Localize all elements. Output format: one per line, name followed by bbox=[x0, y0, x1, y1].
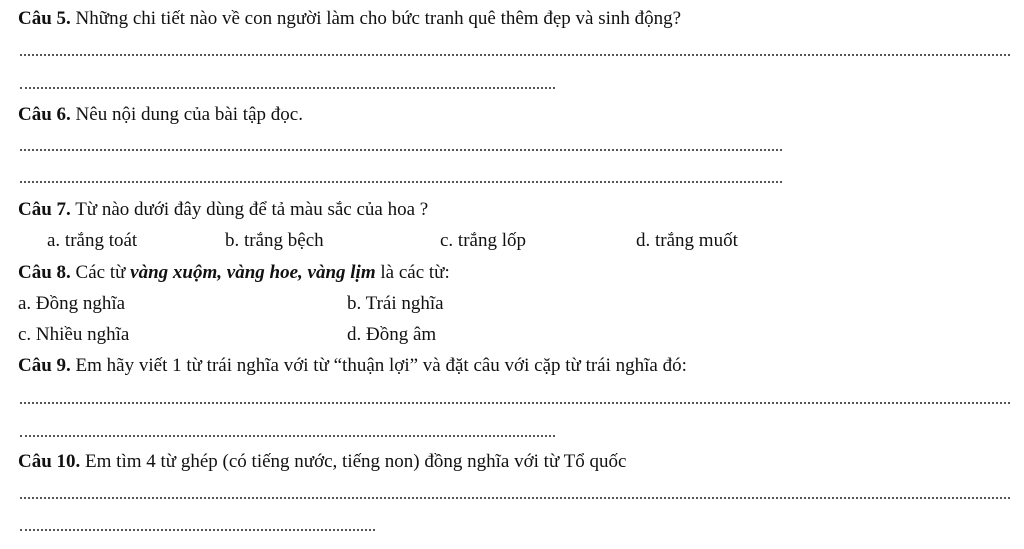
question-7-option-b: b. trắng bệch bbox=[225, 230, 324, 251]
question-7-number: Câu 7. bbox=[18, 199, 71, 220]
question-8-option-d: d. Đồng âm bbox=[347, 324, 437, 345]
answer-line bbox=[20, 529, 375, 531]
answer-line bbox=[20, 435, 555, 437]
question-10-number: Câu 10. bbox=[18, 451, 81, 472]
question-7 bbox=[18, 199, 428, 221]
answer-line bbox=[20, 54, 1010, 56]
question-9-text: Em hãy viết 1 từ trái nghĩa với từ “thuận lợi” và đặt câu với cặp từ trái nghĩa đó: bbox=[70, 355, 687, 376]
answer-line bbox=[20, 149, 782, 151]
question-6 bbox=[18, 104, 303, 126]
question-8-text-before: Các từ bbox=[70, 262, 131, 283]
question-8 bbox=[18, 262, 450, 284]
answer-line bbox=[20, 402, 1010, 404]
question-8-option-a: a. Đồng nghĩa bbox=[18, 293, 126, 314]
question-5 bbox=[18, 8, 681, 30]
answer-line bbox=[20, 87, 555, 89]
question-8-emphasis: vàng xuộm, vàng hoe, vàng lịm bbox=[130, 262, 376, 283]
question-9-number: Câu 9. bbox=[18, 355, 71, 376]
question-7-option-d: d. trắng muốt bbox=[636, 230, 738, 251]
question-7-option-a: a. trắng toát bbox=[47, 230, 138, 251]
question-7-text: Từ nào dưới đây dùng để tả màu sắc của hoa ? bbox=[70, 199, 429, 220]
question-8-option-c: c. Nhiều nghĩa bbox=[18, 324, 130, 345]
question-7-option-c: c. trắng lốp bbox=[440, 230, 527, 251]
question-6-number: Câu 6. bbox=[18, 104, 71, 125]
question-5-text: Những chi tiết nào về con người làm cho bức tranh quê thêm đẹp và sinh động? bbox=[70, 8, 682, 29]
question-9 bbox=[18, 355, 687, 377]
question-10-text: Em tìm 4 từ ghép (có tiếng nước, tiếng non) đồng nghĩa với từ Tổ quốc bbox=[80, 451, 627, 472]
answer-line bbox=[20, 181, 782, 183]
question-10 bbox=[18, 451, 626, 473]
question-8-number: Câu 8. bbox=[18, 262, 71, 283]
question-5-number: Câu 5. bbox=[18, 8, 71, 29]
answer-line bbox=[20, 497, 1010, 499]
question-8-option-b: b. Trái nghĩa bbox=[347, 293, 444, 314]
question-8-text-after: là các từ: bbox=[375, 262, 450, 283]
question-6-text: Nêu nội dung của bài tập đọc. bbox=[70, 104, 303, 125]
